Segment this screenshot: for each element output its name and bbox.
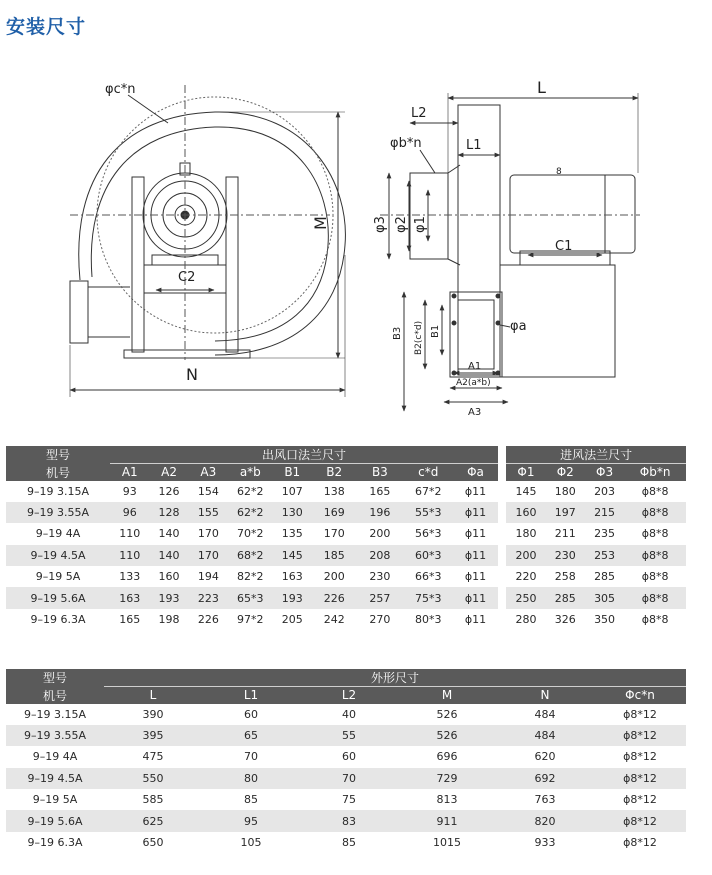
column-gap bbox=[498, 481, 506, 502]
table-cell: 280 bbox=[515, 613, 537, 627]
column-header: Φ3 bbox=[585, 464, 624, 481]
column-header: L2 bbox=[300, 687, 398, 704]
table-cell: 154 bbox=[197, 484, 219, 498]
table-cell: ϕ8*8 bbox=[624, 587, 686, 608]
label-phi-a: φa bbox=[510, 319, 527, 334]
label-l: L bbox=[537, 78, 546, 97]
table-cell: 305 bbox=[585, 587, 624, 608]
table-cell: 163 bbox=[281, 570, 303, 584]
table-cell: 169 bbox=[312, 502, 357, 523]
table-cell: ϕ11 bbox=[464, 570, 487, 584]
table-cell: 85 bbox=[244, 793, 258, 807]
table-cell: 96 bbox=[110, 502, 149, 523]
table-row bbox=[6, 609, 686, 630]
table-cell: 62*2 bbox=[228, 502, 273, 523]
table-cell: 107 bbox=[281, 484, 303, 498]
table-cell: 550 bbox=[104, 768, 202, 789]
table-cell: 230 bbox=[369, 570, 391, 584]
table-cell: 140 bbox=[158, 527, 180, 541]
table-cell: 484 bbox=[534, 707, 556, 721]
table-cell: 185 bbox=[312, 545, 357, 566]
table-cell: 83 bbox=[300, 810, 398, 831]
table-cell: 196 bbox=[357, 502, 404, 523]
model-cell: 9–19 4A bbox=[35, 527, 81, 541]
table-cell: 820 bbox=[496, 810, 594, 831]
label-a3: A3 bbox=[468, 407, 482, 418]
table-cell: 285 bbox=[594, 570, 616, 584]
table-cell: 85 bbox=[342, 836, 356, 850]
label-l2: L2 bbox=[411, 106, 427, 121]
table-cell: 226 bbox=[197, 613, 219, 627]
table-cell: 235 bbox=[594, 527, 616, 541]
table-row bbox=[6, 545, 686, 566]
table-cell: 165 bbox=[369, 484, 391, 498]
table-cell: 390 bbox=[142, 707, 164, 721]
table-cell: 911 bbox=[398, 810, 496, 831]
label-l1: L1 bbox=[466, 138, 482, 153]
table-cell: 70*2 bbox=[237, 527, 264, 541]
table-row bbox=[6, 502, 686, 523]
table-cell: 133 bbox=[119, 570, 141, 584]
column-header: A2 bbox=[149, 464, 188, 481]
table-cell: 68*2 bbox=[228, 545, 273, 566]
model-cell: 9–19 4A bbox=[32, 750, 78, 764]
table-cell: 170 bbox=[197, 527, 219, 541]
table-cell: ϕ8*12 bbox=[594, 725, 686, 746]
table-cell: 145 bbox=[515, 484, 537, 498]
table-cell: 163 bbox=[110, 587, 149, 608]
table-cell: 160 bbox=[506, 502, 545, 523]
column-header: A3 bbox=[189, 464, 228, 481]
label-c2: C2 bbox=[178, 270, 196, 285]
table-cell: 696 bbox=[436, 750, 458, 764]
table-cell: 193 bbox=[149, 587, 188, 608]
table-cell: 60 bbox=[244, 707, 258, 721]
column-header: a*b bbox=[228, 464, 273, 481]
table-cell: ϕ8*12 bbox=[623, 750, 657, 764]
outline-dimensions-header: 外形尺寸 bbox=[104, 669, 686, 687]
table-cell: ϕ11 bbox=[464, 613, 487, 627]
label-a1: A1 bbox=[468, 361, 482, 372]
table-cell: 585 bbox=[142, 793, 164, 807]
table-cell: 200 bbox=[506, 545, 545, 566]
table-row bbox=[6, 768, 686, 789]
column-header: B1 bbox=[273, 464, 312, 481]
table-cell: 55 bbox=[300, 725, 398, 746]
table-cell: 110 bbox=[119, 527, 141, 541]
table-cell: ϕ8*8 bbox=[641, 613, 669, 627]
label-b2: B2(c*d) bbox=[414, 320, 424, 355]
table-cell: 475 bbox=[142, 750, 164, 764]
model-cell: 9–19 6.3A bbox=[30, 613, 86, 627]
table-cell: 729 bbox=[398, 768, 496, 789]
table-cell: 223 bbox=[189, 587, 228, 608]
table-cell: 253 bbox=[585, 545, 624, 566]
label-eight: 8 bbox=[556, 167, 562, 177]
column-header: Φa bbox=[453, 464, 498, 481]
table-cell: 80*3 bbox=[414, 613, 442, 627]
column-header: Φ2 bbox=[546, 464, 585, 481]
model-header-bottom: 机号 bbox=[6, 464, 110, 481]
table-cell: 62*2 bbox=[237, 484, 264, 498]
table-cell: ϕ8*8 bbox=[641, 570, 669, 584]
model-header-bottom-2: 机号 bbox=[6, 687, 104, 704]
table-cell: 194 bbox=[197, 570, 219, 584]
table-cell: 65 bbox=[202, 725, 300, 746]
model-cell: 9–19 5.6A bbox=[6, 587, 110, 608]
table-cell: 326 bbox=[554, 613, 576, 627]
table-row bbox=[6, 566, 686, 587]
model-cell: 9–19 3.15A bbox=[23, 707, 86, 721]
table-cell: 763 bbox=[534, 793, 556, 807]
table-cell: 95 bbox=[202, 810, 300, 831]
table-cell: 208 bbox=[357, 545, 404, 566]
table-cell: ϕ8*12 bbox=[623, 836, 657, 850]
table-cell: 650 bbox=[142, 836, 164, 850]
column-header: B3 bbox=[357, 464, 404, 481]
table-row bbox=[6, 810, 686, 831]
table-cell: 110 bbox=[110, 545, 149, 566]
table-cell: 60 bbox=[342, 750, 356, 764]
flange-dimensions-table bbox=[6, 446, 686, 630]
table-cell: 350 bbox=[594, 613, 616, 627]
label-phi-c-n: φc*n bbox=[105, 82, 136, 97]
column-header: B2 bbox=[312, 464, 357, 481]
label-phi-b-n: φb*n bbox=[390, 136, 422, 151]
column-header: N bbox=[496, 687, 594, 704]
label-phi1: φ1 bbox=[413, 216, 428, 233]
table-cell: 75*3 bbox=[403, 587, 453, 608]
column-gap bbox=[498, 502, 506, 523]
table-cell: 200 bbox=[323, 570, 345, 584]
table-cell: 220 bbox=[515, 570, 537, 584]
table-cell: ϕ8*12 bbox=[594, 768, 686, 789]
column-header: Φc*n bbox=[594, 687, 686, 704]
table-cell: 484 bbox=[496, 725, 594, 746]
table-cell: ϕ8*12 bbox=[623, 793, 657, 807]
table-cell: ϕ8*8 bbox=[624, 502, 686, 523]
table-cell: 180 bbox=[515, 527, 537, 541]
table-cell: 1015 bbox=[433, 836, 461, 850]
table-cell: 155 bbox=[189, 502, 228, 523]
label-n: N bbox=[186, 365, 198, 384]
table-row bbox=[6, 832, 686, 853]
column-gap bbox=[498, 545, 506, 566]
table-cell: ϕ8*8 bbox=[641, 484, 669, 498]
table-cell: 126 bbox=[158, 484, 180, 498]
page-title: 安装尺寸 bbox=[6, 16, 87, 38]
table-cell: 692 bbox=[496, 768, 594, 789]
table-cell: 67*2 bbox=[414, 484, 442, 498]
table-cell: 65*3 bbox=[228, 587, 273, 608]
table-row bbox=[6, 725, 686, 746]
table-cell: 933 bbox=[534, 836, 556, 850]
table-cell: 250 bbox=[506, 587, 545, 608]
model-cell: 9–19 5A bbox=[32, 793, 78, 807]
table-cell: 270 bbox=[369, 613, 391, 627]
table-cell: 258 bbox=[554, 570, 576, 584]
model-cell: 9–19 3.15A bbox=[27, 484, 90, 498]
label-b1: B1 bbox=[430, 324, 441, 338]
table-cell: 128 bbox=[149, 502, 188, 523]
table-cell: 170 bbox=[189, 545, 228, 566]
table-cell: 165 bbox=[119, 613, 141, 627]
table-cell: 203 bbox=[594, 484, 616, 498]
table-cell: 60*3 bbox=[403, 545, 453, 566]
table-cell: 242 bbox=[323, 613, 345, 627]
column-gap bbox=[498, 566, 506, 587]
table-cell: 170 bbox=[323, 527, 345, 541]
table-cell: ϕ8*12 bbox=[623, 707, 657, 721]
label-phi3: φ3 bbox=[373, 216, 388, 233]
model-cell: 9–19 5A bbox=[35, 570, 81, 584]
inlet-flange-header: 进风法兰尺寸 bbox=[506, 446, 686, 464]
model-header-top-2: 型号 bbox=[6, 669, 104, 687]
outline-dimensions-table bbox=[6, 669, 686, 853]
table-row bbox=[6, 481, 686, 502]
table-cell: 130 bbox=[273, 502, 312, 523]
table-cell: 97*2 bbox=[237, 613, 264, 627]
column-gap bbox=[498, 587, 506, 608]
table-cell: 205 bbox=[281, 613, 303, 627]
column-header: c*d bbox=[403, 464, 453, 481]
model-header-top: 型号 bbox=[6, 446, 110, 464]
table-cell: 93 bbox=[122, 484, 137, 498]
column-gap bbox=[498, 523, 506, 544]
table-cell: ϕ11 bbox=[453, 587, 498, 608]
table-cell: 395 bbox=[104, 725, 202, 746]
column-header: Φ1 bbox=[506, 464, 545, 481]
outlet-flange-header: 出风口法兰尺寸 bbox=[110, 446, 498, 464]
model-cell: 9–19 4.5A bbox=[6, 545, 110, 566]
table-cell: 135 bbox=[281, 527, 303, 541]
table-cell: 813 bbox=[436, 793, 458, 807]
table-row bbox=[6, 789, 686, 810]
table-cell: 56*3 bbox=[414, 527, 442, 541]
table-cell: 82*2 bbox=[237, 570, 264, 584]
table-cell: 55*3 bbox=[403, 502, 453, 523]
table-row bbox=[6, 704, 686, 725]
model-cell: 9–19 5.6A bbox=[6, 810, 104, 831]
table-cell: 145 bbox=[273, 545, 312, 566]
table-cell: ϕ8*12 bbox=[594, 810, 686, 831]
table-cell: 285 bbox=[546, 587, 585, 608]
table-cell: 230 bbox=[546, 545, 585, 566]
table-cell: 80 bbox=[202, 768, 300, 789]
column-header: L1 bbox=[202, 687, 300, 704]
table-cell: 211 bbox=[554, 527, 576, 541]
model-cell: 9–19 4.5A bbox=[6, 768, 104, 789]
table-cell: ϕ11 bbox=[464, 484, 487, 498]
table-row bbox=[6, 746, 686, 767]
label-b3: B3 bbox=[392, 326, 403, 340]
table-cell: 70 bbox=[300, 768, 398, 789]
table-cell: ϕ8*8 bbox=[641, 527, 669, 541]
label-phi2: φ2 bbox=[394, 216, 409, 233]
label-m: M bbox=[311, 216, 330, 230]
table-cell: 140 bbox=[149, 545, 188, 566]
table-row bbox=[6, 523, 686, 544]
table-cell: 620 bbox=[534, 750, 556, 764]
model-cell: 9–19 3.55A bbox=[6, 725, 104, 746]
table-cell: 200 bbox=[369, 527, 391, 541]
model-cell: 9–19 3.55A bbox=[6, 502, 110, 523]
label-a2: A2(a*b) bbox=[456, 378, 491, 388]
table-cell: 66*3 bbox=[414, 570, 442, 584]
table-cell: 197 bbox=[546, 502, 585, 523]
table-cell: 180 bbox=[554, 484, 576, 498]
table-cell: 138 bbox=[323, 484, 345, 498]
table-cell: ϕ11 bbox=[453, 545, 498, 566]
table-cell: ϕ11 bbox=[464, 527, 487, 541]
table-row bbox=[6, 587, 686, 608]
table-cell: 215 bbox=[585, 502, 624, 523]
installation-drawing bbox=[0, 55, 712, 425]
column-gap bbox=[498, 609, 506, 630]
table-cell: 625 bbox=[104, 810, 202, 831]
column-header: M bbox=[398, 687, 496, 704]
table-cell: 75 bbox=[342, 793, 356, 807]
model-cell: 9–19 6.3A bbox=[27, 836, 83, 850]
column-header: L bbox=[104, 687, 202, 704]
table-cell: 257 bbox=[357, 587, 404, 608]
table-cell: 70 bbox=[244, 750, 258, 764]
table-cell: ϕ11 bbox=[453, 502, 498, 523]
table-cell: 105 bbox=[240, 836, 262, 850]
table-cell: 526 bbox=[398, 725, 496, 746]
label-c1: C1 bbox=[555, 239, 573, 254]
table-cell: 198 bbox=[158, 613, 180, 627]
column-header: A1 bbox=[110, 464, 149, 481]
table-cell: 40 bbox=[342, 707, 356, 721]
front-view bbox=[70, 85, 345, 397]
table-cell: 226 bbox=[312, 587, 357, 608]
column-header: Φb*n bbox=[624, 464, 686, 481]
table-cell: ϕ8*8 bbox=[624, 545, 686, 566]
table-cell: 160 bbox=[158, 570, 180, 584]
table-cell: 526 bbox=[436, 707, 458, 721]
table-cell: 193 bbox=[273, 587, 312, 608]
